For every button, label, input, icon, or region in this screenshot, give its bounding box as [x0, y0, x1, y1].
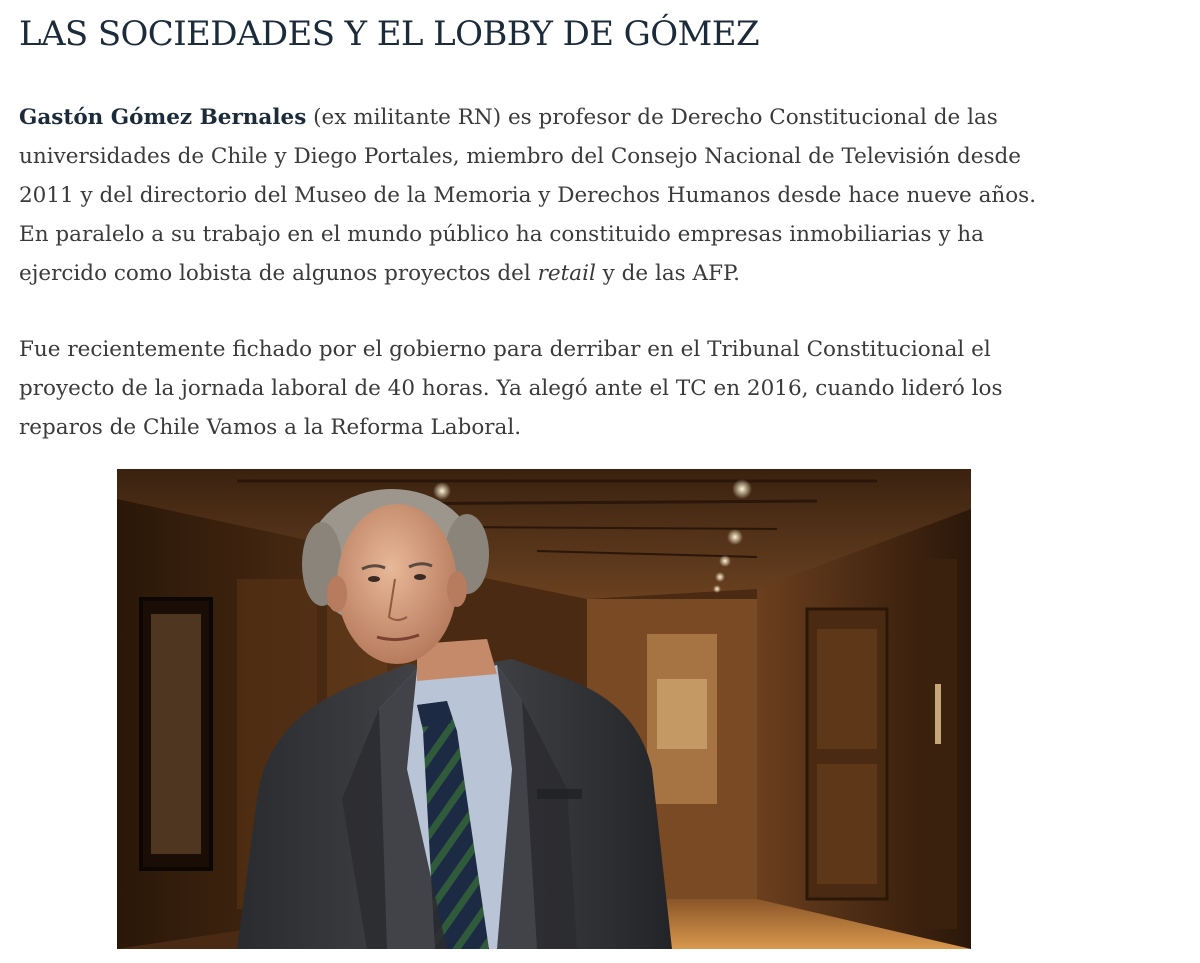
paragraph-line [19, 254, 1189, 293]
ceiling-light [727, 529, 743, 545]
paragraph-biography [19, 98, 1189, 293]
paragraph-line: universidades de Chile y Diego Portales, miembro del Consejo Nacional de Televisión desde [19, 144, 1022, 169]
paragraph-line: 2011 y del directorio del Museo de la Memoria y Derechos Humanos desde hace nueve años. [19, 183, 1037, 208]
ceiling-light [713, 585, 721, 593]
ceiling-light [719, 555, 731, 567]
ceiling-light [732, 479, 752, 499]
line-text: ejercido como lobista de algunos proyectos del [19, 261, 538, 286]
paragraph-line: En paralelo a su trabajo en el mundo público ha constituido empresas inmobiliarias y ha [19, 222, 984, 247]
paragraph-line: reparos de Chile Vamos a la Reforma Laboral. [19, 415, 522, 440]
person-name: Gastón Gómez Bernales [19, 105, 307, 130]
italic-term: retail [537, 261, 596, 286]
article-heading: LAS SOCIEDADES Y EL LOBBY DE GÓMEZ [19, 14, 759, 54]
line-text: y de las AFP. [595, 261, 740, 286]
ceiling-light [433, 482, 451, 500]
line-text: (ex militante RN) es profesor de Derecho Constitucional de las [306, 105, 998, 130]
paragraph-line: proyecto de la jornada laboral de 40 horas. Ya alegó ante el TC en 2016, cuando lideró los [19, 376, 1003, 401]
ceiling-light [715, 572, 725, 582]
paragraph-line [19, 98, 1189, 137]
paragraph-tc [19, 330, 1189, 447]
paragraph-line: Fue recientemente fichado por el gobierno para derribar en el Tribunal Constitucional el [19, 337, 991, 362]
portrait-photo [117, 469, 971, 949]
